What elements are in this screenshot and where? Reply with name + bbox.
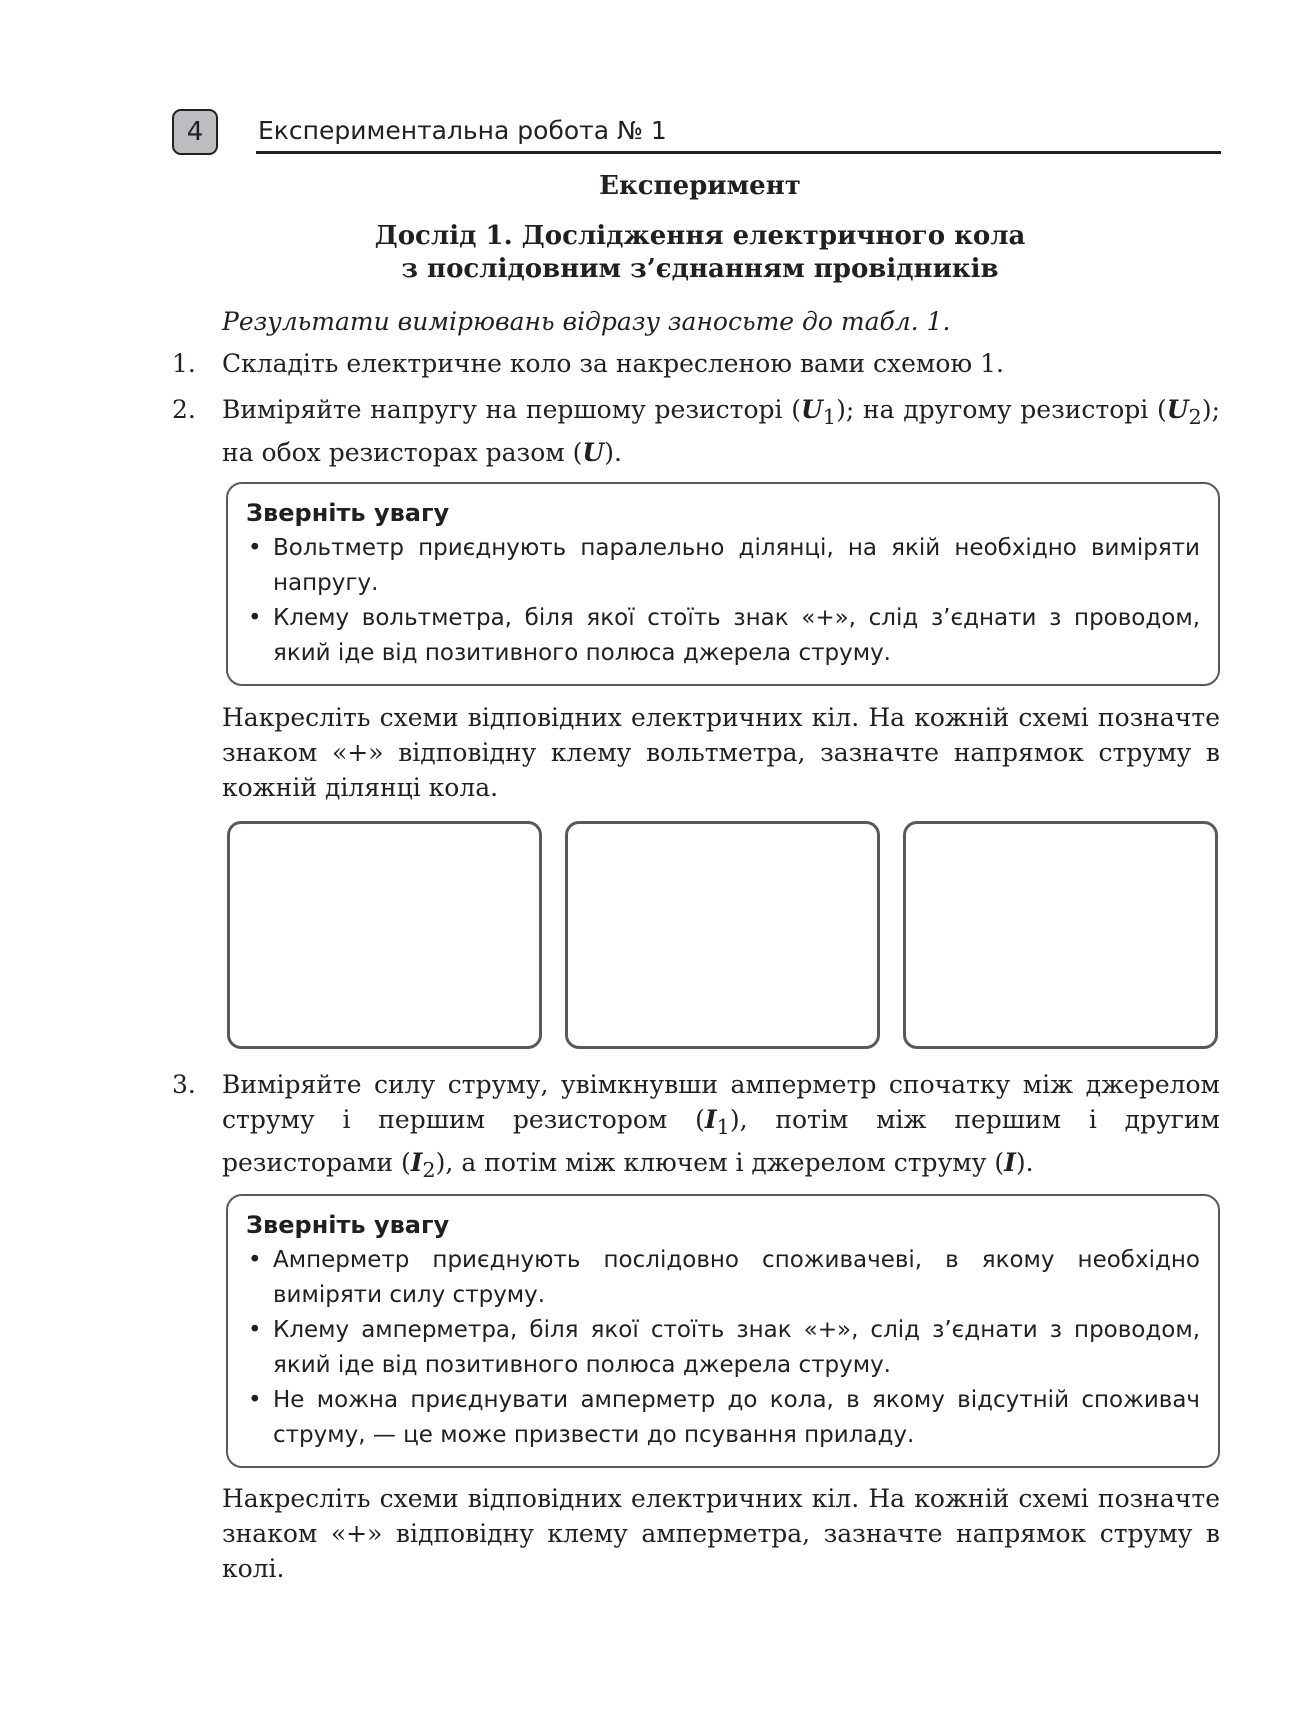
page-number-badge: 4 (172, 109, 218, 155)
bullet-icon: • (248, 1387, 262, 1413)
step-1-number: 1. (172, 349, 196, 378)
attention-title: Зверніть увагу (246, 1211, 450, 1239)
step-2 (172, 392, 1220, 470)
step-2-number: 2. (172, 395, 196, 424)
step-1 (172, 346, 1220, 381)
section-title: Експеримент (599, 171, 801, 201)
step-3-text: Виміряйте силу струму, увімкнувши амперметр спочатку між джерелом струму і першим резистором $(I_1)$, потім між першим і другим резисторами $(I_2)$, а потім між ключем і джерелом струму (I). (222, 1070, 1220, 1182)
intro-note: Результати вимірювань відразу заносьте до табл. 1. (222, 307, 951, 336)
attention-list (246, 531, 1200, 671)
list-item: • Клему амперметра, біля якої стоїть знак «+», слід з’єднати з проводом, який іде від позитивного полюса джерела струму. (246, 1313, 1200, 1383)
instruction-ammeter: Накресліть схеми відповідних електричних кіл. На кожній схемі позначте знаком «+» відповідну клему амперметра, зазначте напрямок струму в колі. (222, 1484, 1220, 1583)
step-1-text: Складіть електричне коло за накресленою вами схемою 1. (222, 349, 1004, 378)
list-item: • Клему вольтметра, біля якої стоїть знак «+», слід з’єднати з проводом, який іде від позитивного полюса джерела струму. (246, 601, 1200, 671)
running-title: Експериментальна робота № 1 (258, 116, 667, 145)
step-3 (172, 1067, 1220, 1188)
list-item: • Амперметр приєднують послідовно споживачеві, в якому необхідно виміряти силу струму. (246, 1243, 1200, 1313)
bullet-icon: • (248, 1317, 262, 1343)
bullet-icon: • (248, 1247, 262, 1273)
attention-title: Зверніть увагу (246, 499, 450, 527)
instruction-voltmeter: Накресліть схеми відповідних електричних кіл. На кожній схемі позначте знаком «+» відповідну клему вольтметра, зазначте напрямок струму в кожній ділянці кола. (222, 703, 1220, 802)
attention-box-ammeter (226, 1194, 1220, 1468)
attention-box-voltmeter (226, 482, 1220, 686)
experiment-title-line2: з послідовним з’єднанням провідників (401, 254, 999, 284)
header-rule (256, 151, 1221, 154)
drawing-area-3[interactable] (903, 821, 1218, 1049)
drawing-area-1[interactable] (227, 821, 542, 1049)
step-3-number: 3. (172, 1070, 196, 1099)
bullet-icon: • (248, 535, 262, 561)
step-2-text: Виміряйте напругу на першому резисторі $(U_1)$; на другому резисторі $(U_2)$; на обох резисторах разом (U). (222, 395, 1220, 467)
list-item: • Не можна приєднувати амперметр до кола, в якому відсутній споживач струму, — це може призвести до псування приладу. (246, 1383, 1200, 1453)
attention-list (246, 1243, 1200, 1453)
bullet-icon: • (248, 605, 262, 631)
experiment-title-line1: Дослід 1. Дослідження електричного кола (374, 221, 1026, 251)
drawing-area-2[interactable] (565, 821, 880, 1049)
list-item: • Вольтметр приєднують паралельно ділянці, на якій необхідно виміряти напругу. (246, 531, 1200, 601)
